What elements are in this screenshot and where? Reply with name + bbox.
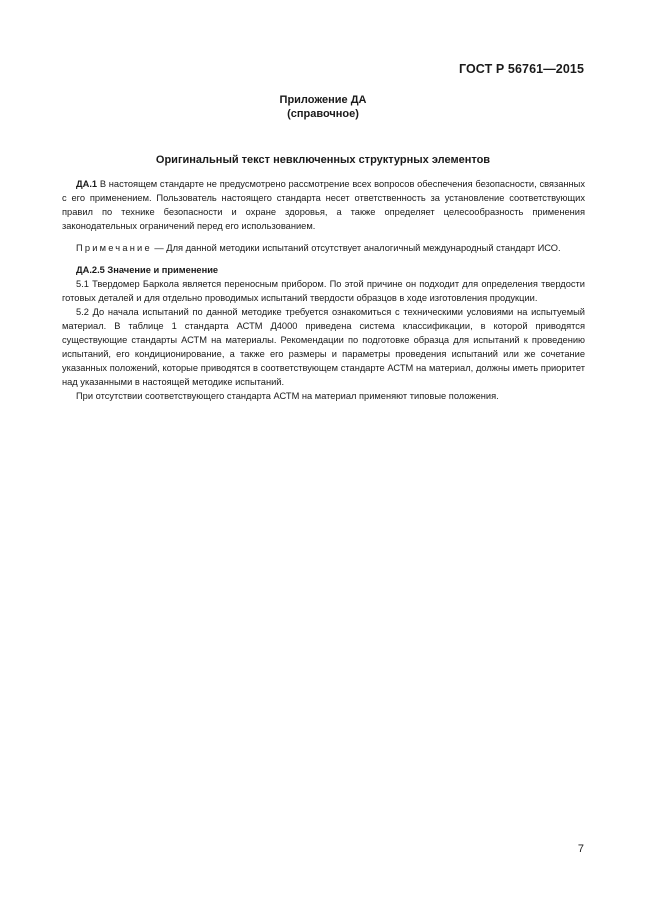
note-paragraph (62, 241, 585, 255)
paragraph-5-1: 5.1 Твердомер Баркола является переносным прибором. По этой причине он подходит для определения твердости готовых деталей и для отдельно проводимых испытаний твердости образцов в ходе изготовления продукции. (62, 279, 585, 303)
paragraph-final: При отсутствии соответствующего стандарта АСТМ на материал применяют типовые положения. (76, 391, 499, 401)
clause-label-da1: ДА.1 (76, 179, 98, 189)
note-text: — Для данной методики испытаний отсутствует аналогичный международный стандарт ИСО. (151, 243, 561, 253)
paragraph-5-2: 5.2 До начала испытаний по данной методике требуется ознакомиться с техническими условиями на испытуемый материал. В таблице 1 стандарта АСТМ Д4000 приведена система классификации, в которой приводятся существующие стандарты АСТМ на материалы. Рекомендации по подготовке образца для испытаний к проведению испытаний, его кондиционирование, а также его размеры и параметры проведения испытаний или же сочетание указанных положений, которые приводятся в соответствующем стандарте АСТМ на материал, должны иметь приоритет над указанными в настоящей методике испытаний. (62, 307, 585, 387)
section-title: Оригинальный текст невключенных структурных элементов (155, 154, 491, 166)
page-number: 7 (577, 843, 584, 855)
document-body (62, 177, 585, 403)
standard-code: ГОСТ Р 56761—2015 (458, 62, 584, 76)
subsection-heading-da25: ДА.2.5 Значение и применение (76, 265, 219, 275)
appendix-title: Приложение ДА (279, 94, 367, 106)
appendix-heading (0, 93, 646, 121)
note-label: Примечание (76, 243, 152, 253)
paragraph-da1 (62, 177, 585, 233)
clause-text-da1: В настоящем стандарте не предусмотрено рассмотрение всех вопросов обеспечения безопасности, связанных с его применением. Пользователь настоящего стандарта несет ответственность за установление соответствующих правил по технике безопасности и охране здоровья, а также определяет целесообразность применения законодательных ограничений перед его использованием. (62, 179, 585, 231)
appendix-subtitle: (справочное) (287, 108, 359, 120)
